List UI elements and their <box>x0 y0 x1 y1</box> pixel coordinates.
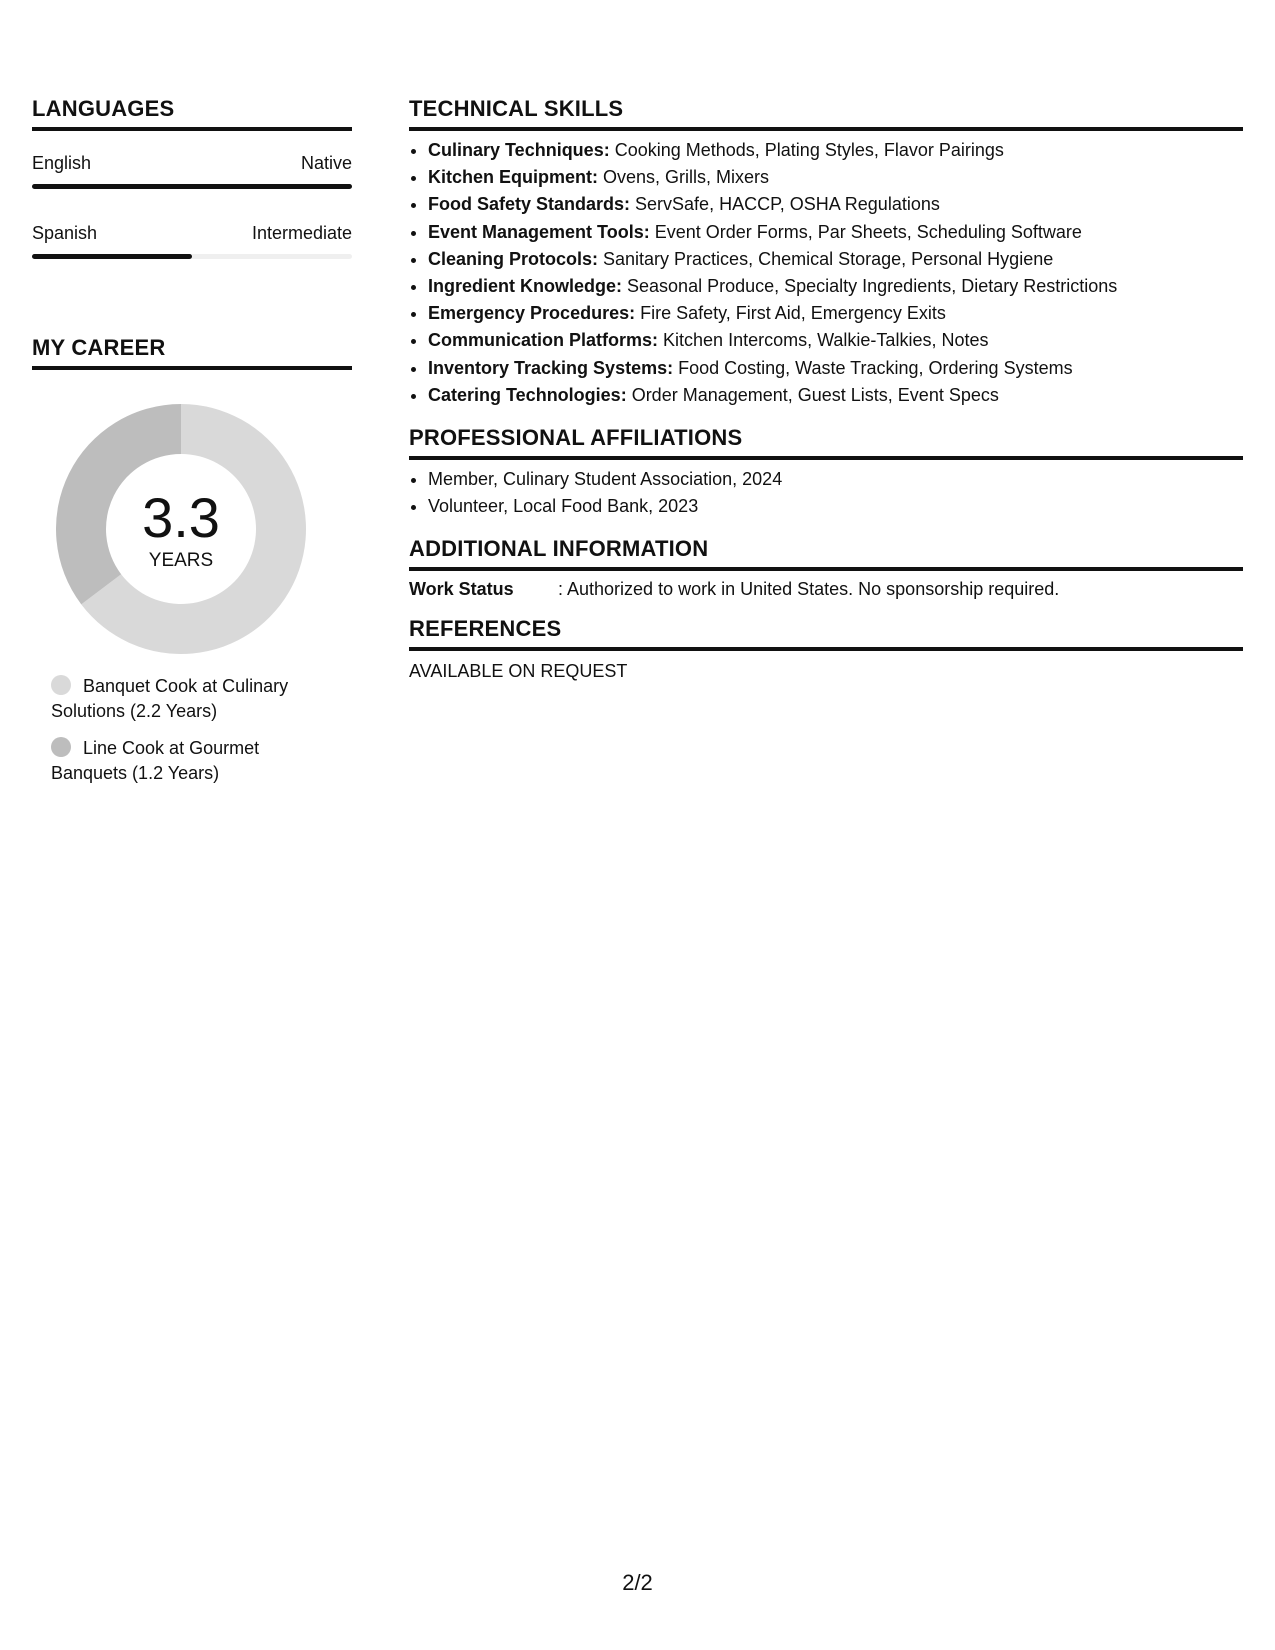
work-status-label: Work Status <box>409 579 514 600</box>
skill-label: Catering Technologies: <box>428 384 627 405</box>
legend-label: Banquet Cook at Culinary Solutions (2.2 Years) <box>51 676 289 721</box>
language-item <box>32 153 352 189</box>
list-item <box>428 355 1243 382</box>
skill-label: Culinary Techniques: <box>428 140 610 160</box>
references-heading: REFERENCES <box>409 616 1243 651</box>
additional-info-heading: ADDITIONAL INFORMATION <box>409 536 1243 571</box>
technical-skills-section <box>409 96 1243 409</box>
career-total-unit: YEARS <box>148 550 214 571</box>
skill-text: Sanitary Practices, Chemical Storage, Personal Hygiene <box>598 248 1054 269</box>
skill-text: ServSafe, HACCP, OSHA Regulations <box>630 194 940 215</box>
left-column <box>32 96 352 798</box>
skills-list <box>409 137 1243 409</box>
affiliations-heading: PROFESSIONAL AFFILIATIONS <box>409 425 1243 460</box>
list-item <box>428 191 1243 218</box>
skill-label: Communication Platforms: <box>428 330 659 351</box>
legend-swatch <box>51 737 71 757</box>
legend-item <box>51 674 311 724</box>
skill-text: Fire Safety, First Aid, Emergency Exits <box>635 303 946 324</box>
legend-item <box>51 736 311 786</box>
skill-text: Ovens, Grills, Mixers <box>598 167 770 188</box>
list-item <box>428 219 1243 246</box>
additional-info-section <box>409 536 1243 600</box>
skill-label: Ingredient Knowledge: <box>428 276 623 297</box>
references-section <box>409 616 1243 682</box>
skill-text: Event Order Forms, Par Sheets, Scheduling Software <box>649 221 1082 242</box>
right-column <box>409 96 1243 682</box>
skill-label: Inventory Tracking Systems: <box>428 357 674 378</box>
skill-text: Cooking Methods, Plating Styles, Flavor Pairings <box>609 140 1004 160</box>
technical-skills-heading: TECHNICAL SKILLS <box>409 96 1243 131</box>
references-text: AVAILABLE ON REQUEST <box>409 661 628 682</box>
language-level: Intermediate <box>251 223 352 243</box>
skill-text: Order Management, Guest Lists, Event Specs <box>626 384 999 405</box>
language-item <box>32 223 352 259</box>
skill-label: Cleaning Protocols: <box>428 248 599 269</box>
legend-label: Line Cook at Gourmet Banquets (1.2 Years) <box>51 738 260 783</box>
list-item <box>428 300 1243 327</box>
work-status-value: : Authorized to work in United States. No sponsorship required. <box>558 579 1060 600</box>
affiliations-section <box>409 425 1243 520</box>
career-heading: MY CAREER <box>32 335 352 370</box>
legend-swatch <box>51 675 71 695</box>
list-item: • Member, Culinary Student Association, 2024 <box>428 466 1243 493</box>
list-item <box>428 164 1243 191</box>
languages-section <box>32 96 352 259</box>
skill-label: Kitchen Equipment: <box>428 167 598 188</box>
language-proficiency-bar <box>32 254 352 259</box>
skill-text: Food Costing, Waste Tracking, Ordering Systems <box>673 357 1073 378</box>
language-proficiency-bar <box>32 184 352 189</box>
list-item <box>428 382 1243 409</box>
language-name: Spanish <box>32 223 98 243</box>
language-level: Native <box>300 153 352 173</box>
skill-label: Food Safety Standards: <box>428 194 631 215</box>
language-name: English <box>32 153 92 173</box>
career-total-value: 3.3 <box>142 486 220 549</box>
list-item <box>428 137 1243 164</box>
page-number: 2/2 <box>622 1570 653 1595</box>
career-section <box>32 335 352 786</box>
skill-label: Emergency Procedures: <box>428 303 636 324</box>
languages-heading: LANGUAGES <box>32 96 352 131</box>
list-item: • Volunteer, Local Food Bank, 2023 <box>428 493 1243 520</box>
language-proficiency-fill <box>32 254 192 259</box>
list-item <box>428 327 1243 354</box>
list-item <box>428 246 1243 273</box>
list-item <box>428 273 1243 300</box>
skill-text: Kitchen Intercoms, Walkie-Talkies, Notes <box>658 330 989 351</box>
skill-text: Seasonal Produce, Specialty Ingredients, Dietary Restrictions <box>622 276 1118 297</box>
affiliations-list <box>409 466 1243 520</box>
skill-label: Event Management Tools: <box>428 221 650 242</box>
language-proficiency-fill <box>32 184 352 189</box>
career-donut-chart <box>56 404 306 654</box>
career-legend <box>51 674 311 786</box>
work-status-row <box>409 579 1243 600</box>
